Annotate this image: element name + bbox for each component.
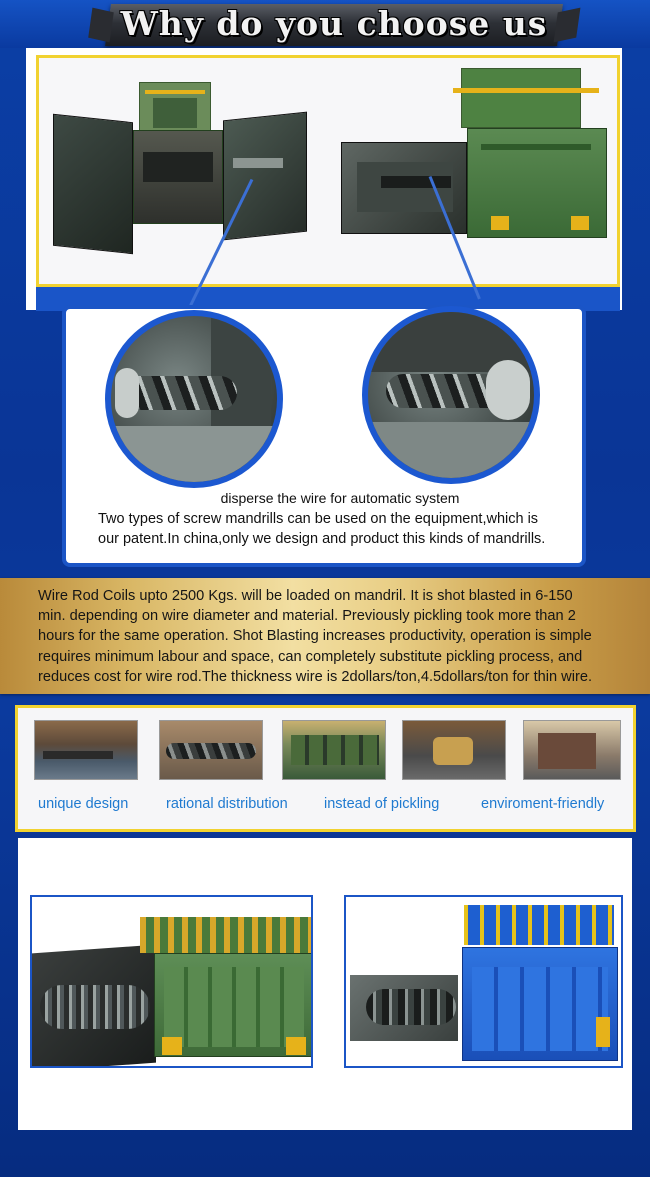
detail-text — [98, 509, 578, 549]
description-line: reduces cost for wire rod.The thickness wire is 2dollars/ton,4.5dollars/ton for thin wire. — [38, 668, 592, 685]
detail-line: Two types of screw mandrills can be used on the equipment,which is — [98, 511, 539, 527]
detail-caption: disperse the wire for automatic system — [220, 490, 460, 506]
feature-label-enviroment-friendly: enviroment-friendly — [481, 796, 605, 812]
feature-label-unique-design: unique design — [38, 796, 129, 812]
page-title: Why do you choose us — [120, 4, 548, 43]
product-photo-blue — [344, 895, 623, 1068]
machine-photo-frame — [36, 55, 620, 287]
description-line: Wire Rod Coils upto 2500 Kgs. will be loaded on mandril. It is shot blasted in 6-150 — [38, 588, 573, 604]
feature-label-rational-distribution: rational distribution — [166, 796, 288, 812]
machine-photo-left — [53, 80, 313, 250]
machine-photo-right — [341, 66, 613, 248]
product-photo-green — [30, 895, 313, 1068]
description-text — [38, 586, 638, 687]
description-line: min. depending on wire diameter and material. Previously pickling took more than 2 — [38, 608, 576, 625]
description-line: hours for the same operation. Shot Blasting increases productivity, operation is simple — [38, 628, 592, 645]
feature-thumbnail — [402, 720, 506, 780]
description-line: requires minimum labour and space, can completely substitute pickling process, and — [38, 648, 583, 665]
detail-line: our patent.In china,only we design and product this kinds of mandrills. — [98, 531, 546, 547]
feature-thumbnail — [159, 720, 263, 780]
feature-thumbnail — [282, 720, 386, 780]
mandrill-closeup-right — [362, 306, 540, 484]
feature-thumbnail — [34, 720, 138, 780]
feature-label-instead-of-pickling: instead of pickling — [324, 796, 440, 812]
feature-thumbnail — [523, 720, 621, 780]
mandrill-closeup-left — [105, 310, 283, 488]
